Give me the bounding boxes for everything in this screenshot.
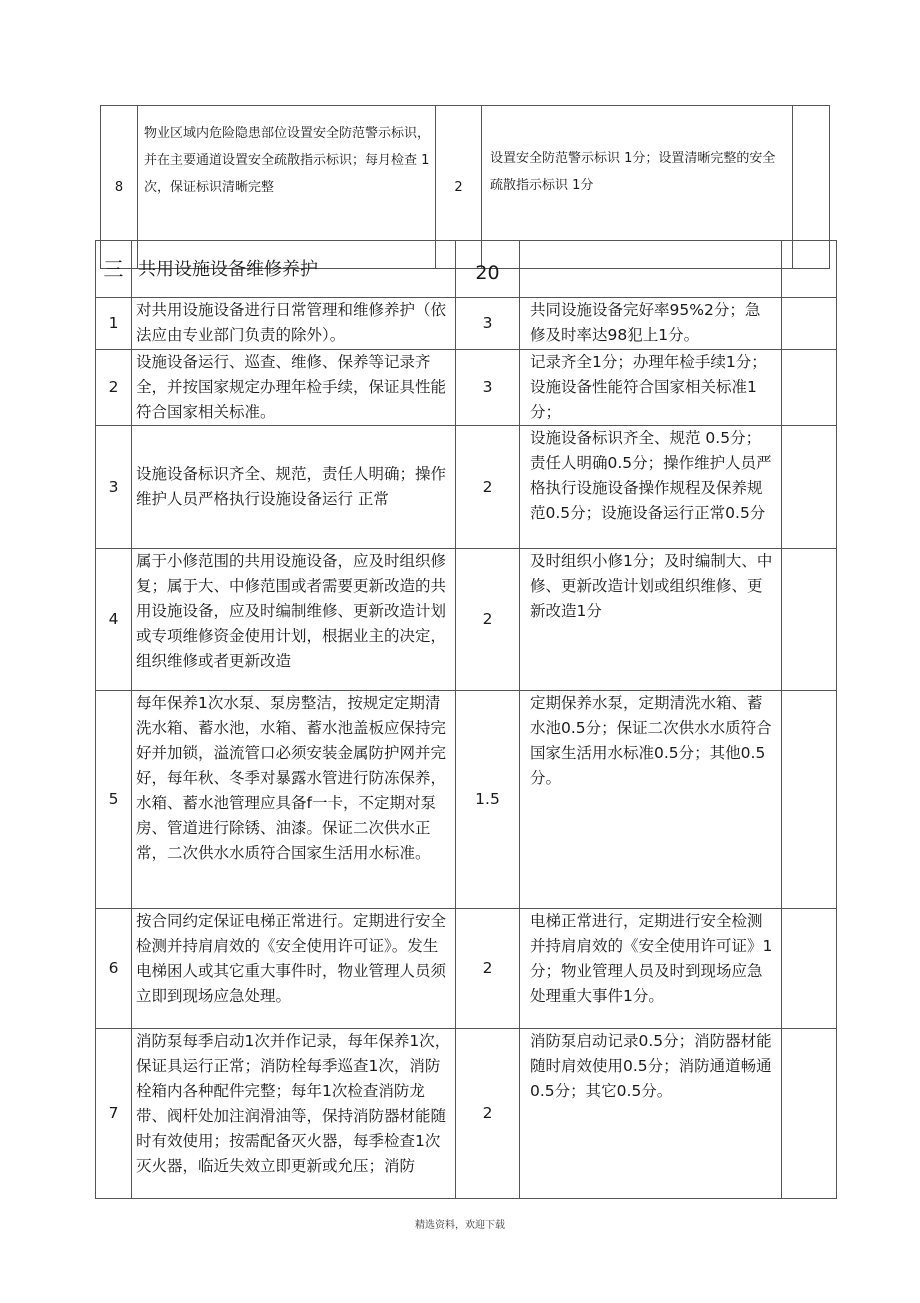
section-title: 共用设施设备维修养护 [132, 241, 456, 298]
table-row [96, 350, 837, 426]
row-remark [782, 350, 837, 426]
row-number: 8 [101, 106, 138, 269]
table-row [96, 426, 837, 549]
section-row [96, 241, 837, 298]
row-description: 属于小修范围的共用设施设备，应及时组织修复；属于大、中修范围或者需要更新改造的共用设施设备，应及时编制维修、更新改造计划或专项维修资金使用计划，根据业主的决定，组织维修或者更新改造 [132, 549, 456, 691]
row-remark [782, 298, 837, 350]
row-number: 2 [96, 350, 132, 426]
row-description: 消防泵每季启动1次并作记录，每年保养1次，保证具运行正常；消防栓每季巡查1次，消防栓箱内各种配件完整；每年1次检查消防龙带、阀杆处加注润滑油等，保持消防器材能随时有效使用；按需配备灭火器，每季检查1次灭火器，临近失效立即更新或允压；消防 [132, 1029, 456, 1199]
section-score: 20 [456, 241, 520, 298]
row-score: 3 [456, 298, 520, 350]
table-row [96, 549, 837, 691]
row-remark [782, 691, 837, 909]
row-number: 3 [96, 426, 132, 549]
row-description: 物业区域内危险隐患部位设置安全防范警示标识，并在主要通道设置安全疏散指示标识；每月检查 1次，保证标识清晰完整 [138, 106, 436, 269]
row-remark [782, 909, 837, 1029]
row-description: 按合同约定保证电梯正常进行。定期进行安全检测并持肩肩效的《安全使用许可证》。发生电梯困人或其它重大事件时，物业管理人员须立即到现场应急处理。 [132, 909, 456, 1029]
section-number: 三 [96, 241, 132, 298]
row-score: 2 [456, 909, 520, 1029]
row-description: 设施设备标识齐全、规范，责任人明确；操作维护人员严格执行设施设备运行 正常 [132, 426, 456, 549]
row-score: 2 [456, 426, 520, 549]
row-criteria: 消防泵启动记录0.5分；消防器材能随时肩效使用0.5分；消防通道畅通0.5分；其它0.5分。 [520, 1029, 782, 1199]
table-row [96, 1029, 837, 1199]
row-criteria: 设置安全防范警示标识 1分；设置清晰完整的安全疏散指示标识 1分 [482, 106, 793, 269]
row-remark [782, 426, 837, 549]
table-row [96, 909, 837, 1029]
row-criteria: 及时组织小修1分；及时编制大、中修、更新改造计划或组织维修、更新改造1分 [520, 549, 782, 691]
row-remark [782, 1029, 837, 1199]
row-number: 4 [96, 549, 132, 691]
table-row [96, 298, 837, 350]
row-score: 2 [456, 1029, 520, 1199]
row-criteria: 电梯正常进行，定期进行安全检测并持肩肩效的《安全使用许可证》1分；物业管理人员及时到现场应急处理重大事件1分。 [520, 909, 782, 1029]
page-footer: 精选资料，欢迎下载 [415, 1220, 505, 1231]
row-criteria: 共同设施设备完好率95%2分；急修及时率达98犯上1分。 [520, 298, 782, 350]
row-score: 2 [436, 106, 482, 269]
section-remark [782, 241, 837, 298]
row-description: 每年保养1次水泵、泵房整洁，按规定定期清洗水箱、蓄水池，水箱、蓄水池盖板应保持完好并加锁，溢流管口必须安装金属防护网并完好，每年秋、冬季对暴露水管进行防冻保养，水箱、蓄水池管理应具备f一卡，不定期对泵房、管道进行除锈、油漆。保证二次供水正常，二次供水水质符合国家生活用水标准。 [132, 691, 456, 909]
row-number: 1 [96, 298, 132, 350]
row-score: 1.5 [456, 691, 520, 909]
row-criteria: 定期保养水泵，定期清洗水箱、蓄水池0.5分；保证二次供水水质符合国家生活用水标准0.5分；其他0.5分。 [520, 691, 782, 909]
row-criteria: 记录齐全1分；办理年检手续1分；设施设备性能符合国家相关标准1分； [520, 350, 782, 426]
row-description: 对共用设施设备进行日常管理和维修养护（依法应由专业部门负责的除外）。 [132, 298, 456, 350]
row-number: 5 [96, 691, 132, 909]
row-number: 6 [96, 909, 132, 1029]
section-criteria [520, 241, 782, 298]
row-number: 7 [96, 1029, 132, 1199]
row-description: 设施设备运行、巡查、维修、保养等记录齐全，并按国家规定办理年检手续，保证具性能符合国家相关标准。 [132, 350, 456, 426]
row-score: 2 [456, 549, 520, 691]
main-table [95, 240, 837, 1199]
row-criteria: 设施设备标识齐全、规范 0.5分；责任人明确0.5分；操作维护人员严格执行设施设备操作规程及保养规范0.5分；设施设备运行正常0.5分 [520, 426, 782, 549]
row-remark [782, 549, 837, 691]
table-row [96, 691, 837, 909]
row-score: 3 [456, 350, 520, 426]
